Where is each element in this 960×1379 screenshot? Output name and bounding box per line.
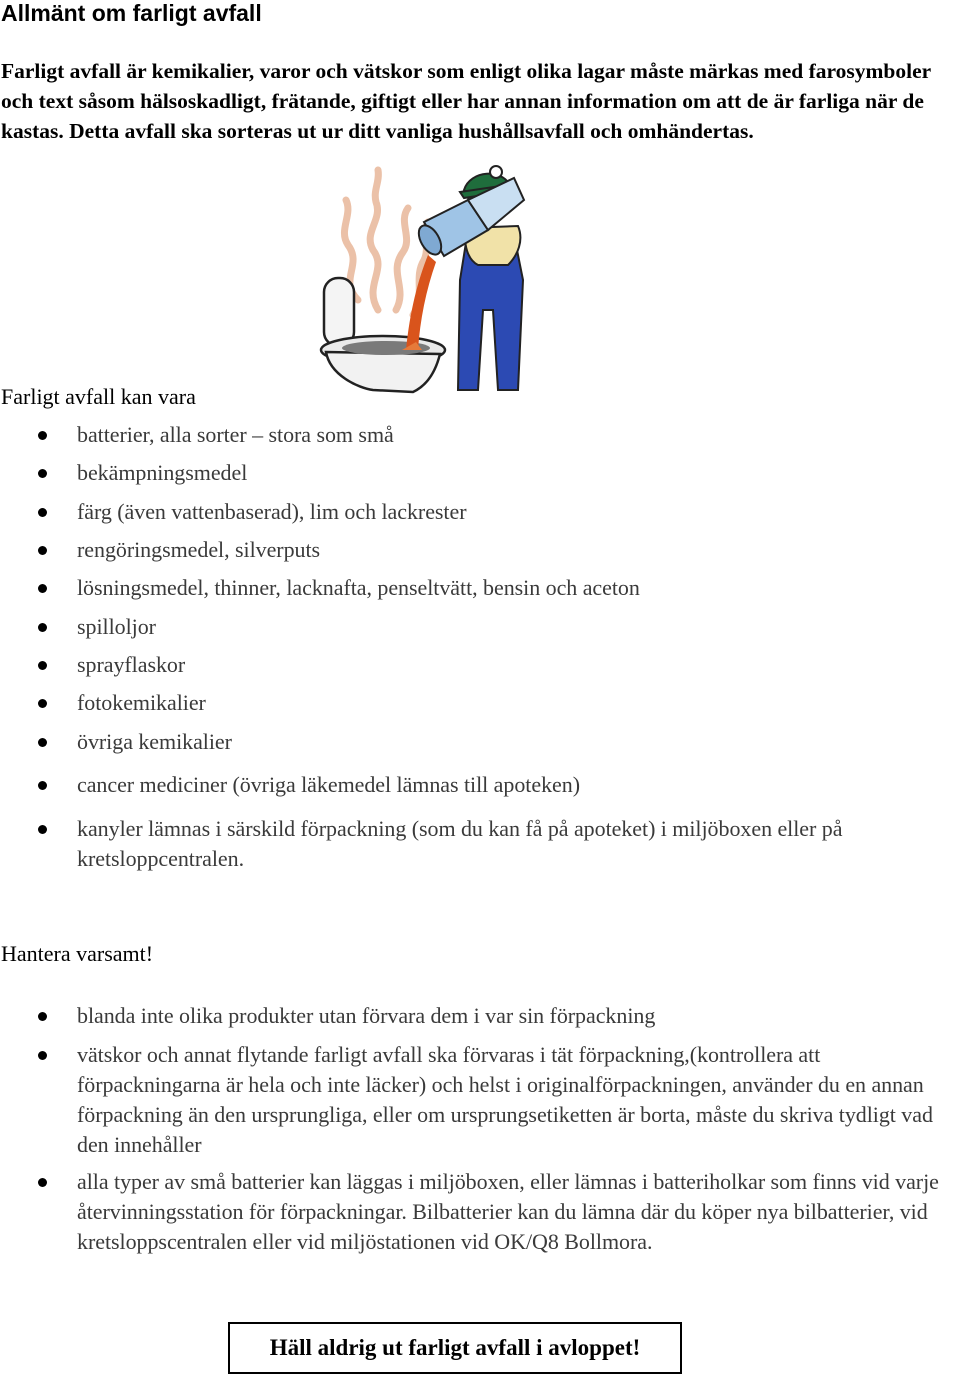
bullet-icon (38, 431, 47, 440)
bullet-icon (38, 699, 47, 708)
section-heading-handle-carefully: Hantera varsamt! (1, 941, 154, 966)
section-heading-waste-types: Farligt avfall kan vara (1, 384, 196, 409)
toilet (321, 278, 445, 392)
fumes (344, 170, 428, 315)
page-title: Allmänt om farligt avfall (1, 0, 262, 26)
bullet-icon (38, 584, 47, 593)
warning-callout: Häll aldrig ut farligt avfall i avloppet! (228, 1322, 682, 1374)
bullet-icon (38, 661, 47, 670)
bullet-icon (38, 1012, 47, 1021)
bullet-icon (38, 546, 47, 555)
bullet-icon (38, 469, 47, 478)
bullet-icon (38, 825, 47, 834)
bullet-icon (38, 1178, 47, 1187)
intro-paragraph: Farligt avfall är kemikalier, varor och vätskor som enligt olika lagar måste märkas med farosymboler och text såsom hälsoskadligt, frätande, giftigt eller har annan information om att de är farliga när de kastas. Detta avfall ska sorteras ut ur ditt vanliga hushållsavfall och omhändertas. (1, 59, 931, 143)
bullet-icon (38, 781, 47, 790)
bullet-icon (38, 508, 47, 517)
waste-pouring-illustration (318, 160, 530, 396)
bullet-icon (38, 1051, 47, 1060)
bullet-icon (38, 738, 47, 747)
bullet-icon (38, 623, 47, 632)
